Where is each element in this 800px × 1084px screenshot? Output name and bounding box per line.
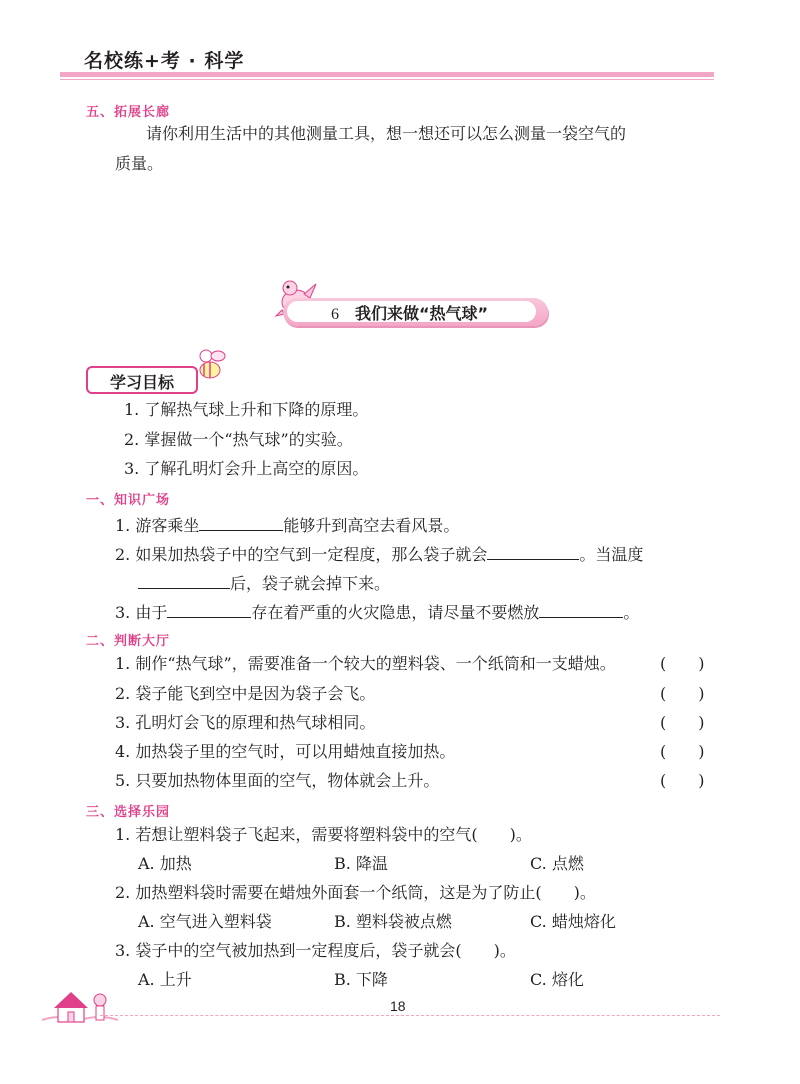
choice-option-3b[interactable]: B. 下降 bbox=[334, 970, 388, 989]
section-2-title: 二、判断大厅 bbox=[86, 634, 171, 649]
section-5-line-2: 质量。 bbox=[115, 154, 164, 173]
choice-option-3a[interactable]: A. 上升 bbox=[138, 970, 192, 989]
answer-blank[interactable] bbox=[199, 512, 283, 531]
lesson-number: 6 bbox=[330, 306, 339, 323]
goal-item-2: 2. 掌握做一个“热气球”的实验。 bbox=[124, 430, 353, 449]
answer-paren-3[interactable]: ( ) bbox=[660, 713, 705, 732]
lesson-title bbox=[283, 301, 536, 324]
judge-item-4: 4. 加热袋子里的空气时，可以用蜡烛直接加热。 bbox=[115, 742, 456, 761]
answer-blank[interactable] bbox=[487, 541, 579, 560]
lesson-title-box bbox=[283, 298, 548, 326]
learning-goals-tag: 学习目标 bbox=[86, 366, 198, 394]
answer-paren-5[interactable]: ( ) bbox=[660, 771, 705, 790]
section-5-title: 五、拓展长廊 bbox=[86, 105, 171, 120]
choice-question-1: 1. 若想让塑料袋子飞起来，需要将塑料袋中的空气( )。 bbox=[115, 825, 532, 844]
judge-item-1: 1. 制作“热气球”，需要准备一个较大的塑料袋、一个纸筒和一支蜡烛。 bbox=[115, 654, 616, 673]
answer-blank[interactable] bbox=[539, 599, 623, 618]
fill-question-1: 1. 游客乘坐 能够升到高空去看风景。 bbox=[115, 512, 459, 538]
header-rule-thin bbox=[60, 79, 714, 80]
fill-question-3: 3. 由于 存在着严重的火灾隐患，请尽量不要燃放 。 bbox=[115, 599, 639, 625]
section-3-title: 三、选择乐园 bbox=[86, 805, 171, 820]
house-decoration-icon bbox=[40, 980, 120, 1030]
answer-paren-1[interactable]: ( ) bbox=[660, 654, 705, 673]
choice-question-2: 2. 加热塑料袋时需要在蜡烛外面套一个纸筒，这是为了防止( )。 bbox=[115, 883, 596, 902]
book-title: 名校练+考 · 科学 bbox=[84, 50, 245, 72]
judge-item-3: 3. 孔明灯会飞的原理和热气球相同。 bbox=[115, 713, 376, 732]
bee-icon bbox=[190, 344, 230, 384]
choice-question-3: 3. 袋子中的空气被加热到一定程度后，袋子就会( )。 bbox=[115, 941, 516, 960]
footer-dashed-line bbox=[100, 1015, 720, 1016]
header-rule bbox=[60, 72, 714, 77]
answer-blank[interactable] bbox=[138, 570, 230, 589]
section-1-title: 一、知识广场 bbox=[86, 493, 171, 508]
page-number: 18 bbox=[390, 998, 406, 1014]
choice-option-2c[interactable]: C. 蜡烛熔化 bbox=[530, 912, 616, 931]
fill-question-2: 2. 如果加热袋子中的空气到一定程度，那么袋子就会 。当温度 bbox=[115, 541, 643, 567]
lesson-name: 我们来做“热气球” bbox=[354, 304, 489, 323]
section-5-line-1: 请你利用生活中的其他测量工具，想一想还可以怎么测量一袋空气的 bbox=[146, 124, 627, 143]
judge-item-2: 2. 袋子能飞到空中是因为袋子会飞。 bbox=[115, 684, 376, 703]
choice-option-3c[interactable]: C. 熔化 bbox=[530, 970, 584, 989]
answer-blank[interactable] bbox=[167, 599, 251, 618]
choice-option-1b[interactable]: B. 降温 bbox=[334, 854, 388, 873]
answer-paren-4[interactable]: ( ) bbox=[660, 742, 705, 761]
choice-option-1c[interactable]: C. 点燃 bbox=[530, 854, 584, 873]
goal-item-1: 1. 了解热气球上升和下降的原理。 bbox=[124, 400, 369, 419]
choice-option-1a[interactable]: A. 加热 bbox=[138, 854, 192, 873]
choice-option-2a[interactable]: A. 空气进入塑料袋 bbox=[138, 912, 272, 931]
choice-option-2b[interactable]: B. 塑料袋被点燃 bbox=[334, 912, 452, 931]
goal-item-3: 3. 了解孔明灯会升上高空的原因。 bbox=[124, 459, 369, 478]
fill-question-2-cont: 后，袋子就会掉下来。 bbox=[138, 570, 390, 596]
judge-item-5: 5. 只要加热物体里面的空气，物体就会上升。 bbox=[115, 771, 440, 790]
answer-paren-2[interactable]: ( ) bbox=[660, 684, 705, 703]
